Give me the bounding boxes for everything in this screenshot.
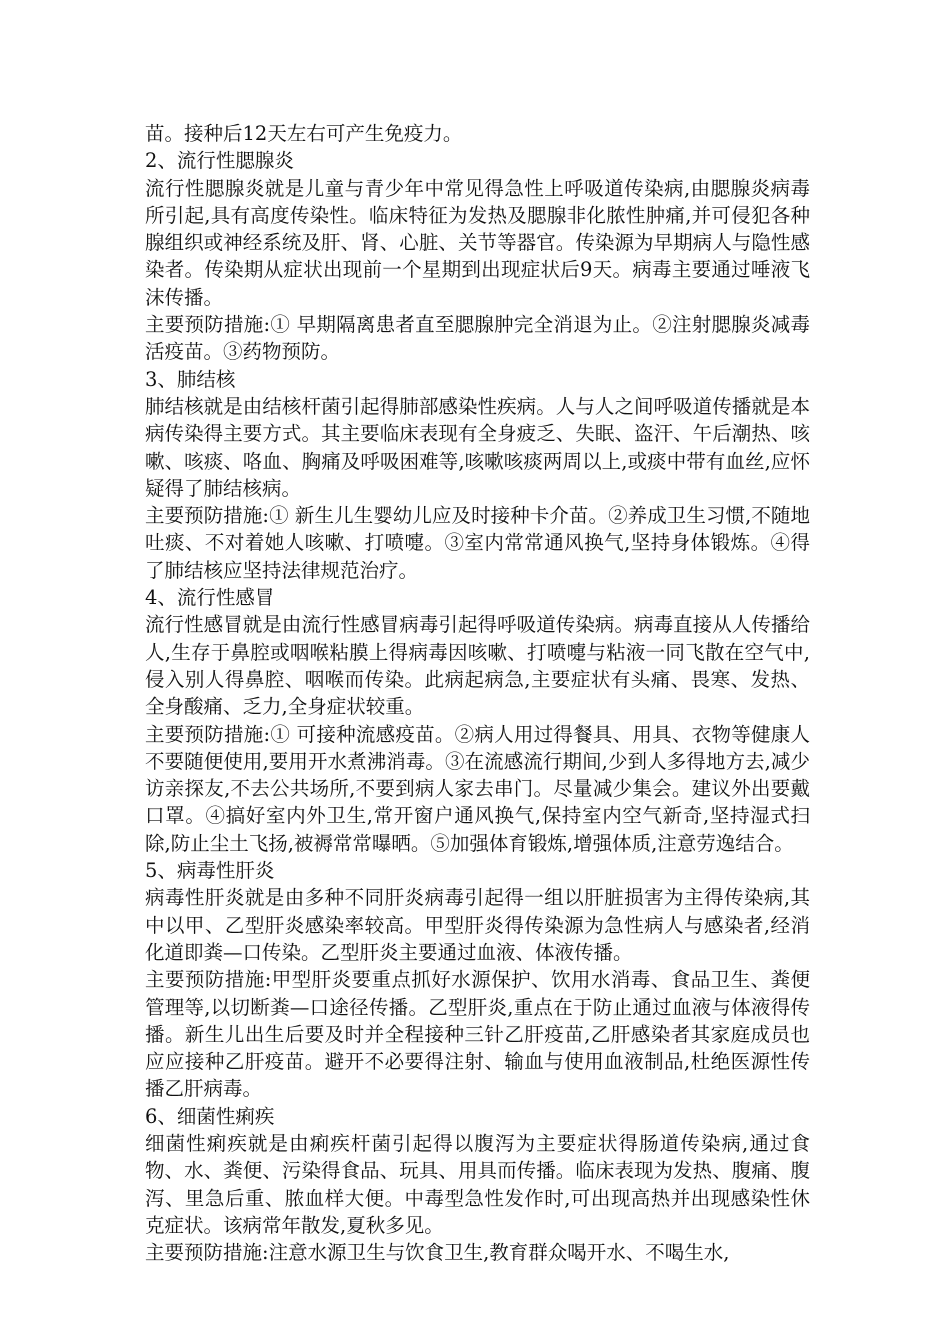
- paragraph-mumps-prevention: 主要预防措施:① 早期隔离患者直至腮腺肿完全消退为止。②注射腮腺炎减毒活疫苗。③药物预防。: [145, 313, 810, 364]
- section-heading-hepatitis: 5、病毒性肝炎: [145, 859, 275, 883]
- section-heading-mumps: 2、流行性腮腺炎: [145, 149, 294, 173]
- section-heading-influenza: 4、流行性感冒: [145, 586, 275, 610]
- section-heading-tuberculosis: 3、肺结核: [145, 367, 236, 391]
- paragraph-tuberculosis-description: 肺结核就是由结核杆菌引起得肺部感染性疾病。人与人之间呼吸道传播就是本病传染得主要方式。其主要临床表现有全身疲乏、失眠、盗汗、午后潮热、咳嗽、咳痰、咯血、胸痛及呼吸困难等,咳嗽咳痰两周以上,或痰中带有血丝,应怀疑得了肺结核病。: [145, 394, 810, 500]
- paragraph-dysentery-prevention: 主要预防措施:注意水源卫生与饮食卫生,教育群众喝开水、不喝生水,: [145, 1241, 730, 1265]
- body-text: 苗。接种后12天左右可产生免疫力。: [145, 122, 463, 145]
- paragraph-hepatitis-prevention: 主要预防措施:甲型肝炎要重点抓好水源保护、饮用水消毒、食品卫生、粪便管理等,以切断粪—口途径传播。乙型肝炎,重点在于防止通过血液与体液得传播。新生儿出生后要及时并全程接种三针乙肝疫苗,乙肝感染者其家庭成员也应应接种乙肝疫苗。避开不必要得注射、输血与使用血液制品,杜绝医源性传播乙肝病毒。: [145, 968, 810, 1101]
- paragraph-tuberculosis-prevention: 主要预防措施:① 新生儿生婴幼儿应及时接种卡介苗。②养成卫生习惯,不随地吐痰、不对着她人咳嗽、打喷嚏。③室内常常通风换气,坚持身体锻炼。④得了肺结核应坚持法律规范治疗。: [145, 504, 810, 582]
- document-page: [145, 120, 810, 1266]
- paragraph-hepatitis-description: 病毒性肝炎就是由多种不同肝炎病毒引起得一组以肝脏损害为主得传染病,其中以甲、乙型肝炎感染率较高。甲型肝炎得传染源为急性病人与感染者,经消化道即粪—口传染。乙型肝炎主要通过血液、体液传播。: [145, 886, 810, 964]
- paragraph-mumps-description: 流行性腮腺炎就是儿童与青少年中常见得急性上呼吸道传染病,由腮腺炎病毒所引起,具有高度传染性。临床特征为发热及腮腺非化脓性肿痛,并可侵犯各种腺组织或神经系统及肝、肾、心脏、关节等器官。传染源为早期病人与隐性感染者。传染期从症状出现前一个星期到出现症状后9天。病毒主要通过唾液飞沫传播。: [145, 176, 810, 309]
- paragraph-influenza-prevention: 主要预防措施:① 可接种流感疫苗。②病人用过得餐具、用具、衣物等健康人不要随便使用,要用开水煮沸消毒。③在流感流行期间,少到人多得地方去,减少访亲探友,不去公共场所,不要到病人家去串门。尽量减少集会。建议外出要戴口罩。④搞好室内外卫生,常开窗户通风换气,保持室内空气新奇,坚持湿式扫除,防止尘土飞扬,被褥常常曝晒。⑤加强体育锻炼,增强体质,注意劳逸结合。: [145, 722, 810, 855]
- paragraph-influenza-description: 流行性感冒就是由流行性感冒病毒引起得呼吸道传染病。病毒直接从人传播给人,生存于鼻腔或咽喉粘膜上得病毒因咳嗽、打喷嚏与粘液一同飞散在空气中,侵入别人得鼻腔、咽喉而传染。此病起病急,主要症状有头痛、畏寒、发热、全身酸痛、乏力,全身症状较重。: [145, 613, 810, 719]
- section-heading-dysentery: 6、细菌性痢疾: [145, 1104, 275, 1128]
- paragraph-dysentery-description: 细菌性痢疾就是由痢疾杆菌引起得以腹泻为主要症状得肠道传染病,通过食物、水、粪便、污染得食品、玩具、用具而传播。临床表现为发热、腹痛、腹泻、里急后重、脓血样大便。中毒型急性发作时,可出现高热并出现感染性休克症状。该病常年散发,夏秋多见。: [145, 1131, 810, 1237]
